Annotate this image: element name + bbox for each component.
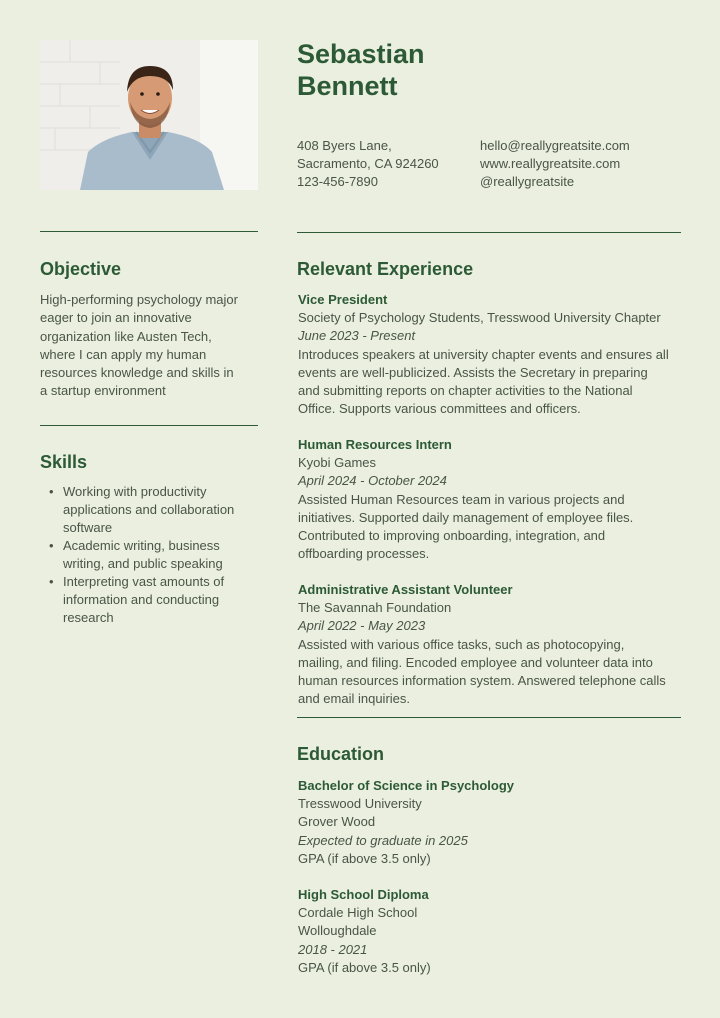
job-description-line: Assisted with various office tasks, such as photocopying, [298,636,625,652]
divider-left-top [40,231,258,232]
job-description-line: Office. Supports various committees and officers. [298,401,581,417]
skill-line: writing, and public speaking [63,556,223,571]
contact-online-block [480,137,630,191]
job-organization: Kyobi Games [298,455,377,471]
skill-line: research [63,610,114,625]
bullet-icon: • [49,538,54,553]
job-description-line: offboarding processes. [298,546,430,562]
job-title: Administrative Assistant Volunteer [298,582,513,597]
email-address: hello@reallygreatsite.com [480,138,630,153]
address-line-2: Sacramento, CA 924260 [297,156,439,171]
experience-entry [298,581,683,708]
divider-right-top [297,232,681,233]
candidate-first-name: Sebastian [297,39,425,69]
skill-item [40,537,262,573]
education-dates: Expected to graduate in 2025 [298,832,468,848]
school-name: Cordale High School [298,905,418,921]
school-location: Grover Wood [298,814,376,830]
education-dates: 2018 - 2021 [298,941,368,957]
job-description-line: and email inquiries. [298,691,411,707]
divider-left-middle [40,425,258,426]
job-description-line: Assisted Human Resources team in various projects and [298,491,625,507]
candidate-name [297,38,425,102]
education-entry [298,777,683,868]
candidate-last-name: Bennett [297,71,398,101]
objective-line: eager to join an innovative [40,310,192,326]
objective-line: resources knowledge and skills in [40,365,234,381]
degree-title: Bachelor of Science in Psychology [298,778,515,793]
school-name: Tresswood University [298,796,422,812]
school-location: Wolloughdale [298,923,377,939]
experience-heading: Relevant Experience [297,259,474,279]
skill-line: Academic writing, business [63,538,220,553]
divider-right-middle [297,717,681,718]
job-description-line: human resources information system. Answered telephone calls [298,673,666,689]
contact-address-block [297,137,439,191]
skill-line: Interpreting vast amounts of [63,574,225,589]
bullet-icon: • [49,484,54,499]
education-heading: Education [297,744,385,764]
job-dates: April 2022 - May 2023 [298,618,426,634]
skill-line: software [63,520,113,535]
experience-entry [298,436,683,563]
job-dates: April 2024 - October 2024 [298,473,447,489]
education-gpa: GPA (if above 3.5 only) [298,959,431,975]
experience-entry [298,291,683,418]
job-description-line: events are well-publicized. Assists the Secretary in preparing [298,364,648,380]
objective-line: where I can apply my human [40,346,207,362]
job-description-line: and submitting reports on chapter activities to the National [298,383,633,399]
job-title: Human Resources Intern [298,437,452,452]
job-description-line: Contributed to improving onboarding, integration, and [298,528,606,544]
address-line-1: 408 Byers Lane, [297,138,392,153]
skill-line: applications and collaboration [63,502,235,517]
job-description-line: Introduces speakers at university chapter events and ensures all [298,346,669,362]
degree-title: High School Diploma [298,887,429,902]
website-url: www.reallygreatsite.com [480,156,621,171]
objective-line: a startup environment [40,383,166,399]
skill-line: information and conducting [63,592,220,607]
objective-line: High-performing psychology major [40,292,238,307]
objective-line: organization like Austen Tech, [40,328,212,344]
skill-item [40,483,262,537]
job-organization: Society of Psychology Students, Tresswood University Chapter [298,310,661,326]
skills-heading: Skills [40,452,88,472]
social-handle: @reallygreatsite [480,174,575,189]
job-title: Vice President [298,292,388,307]
education-gpa: GPA (if above 3.5 only) [298,850,431,866]
objective-text [40,291,260,401]
phone-number: 123-456-7890 [297,174,378,189]
bullet-icon: • [49,574,54,589]
objective-heading: Objective [40,259,122,279]
job-description-line: initiatives. Supported daily management of employee files. [298,509,634,525]
skill-item [40,573,262,627]
job-description-line: mailing, and filing. Encoded employee and volunteer data into [298,654,653,670]
job-organization: The Savannah Foundation [298,600,452,616]
skill-line: Working with productivity [63,484,207,499]
education-entry [298,886,683,977]
job-dates: June 2023 - Present [298,328,416,344]
skills-list [40,483,262,627]
profile-photo [40,40,258,190]
